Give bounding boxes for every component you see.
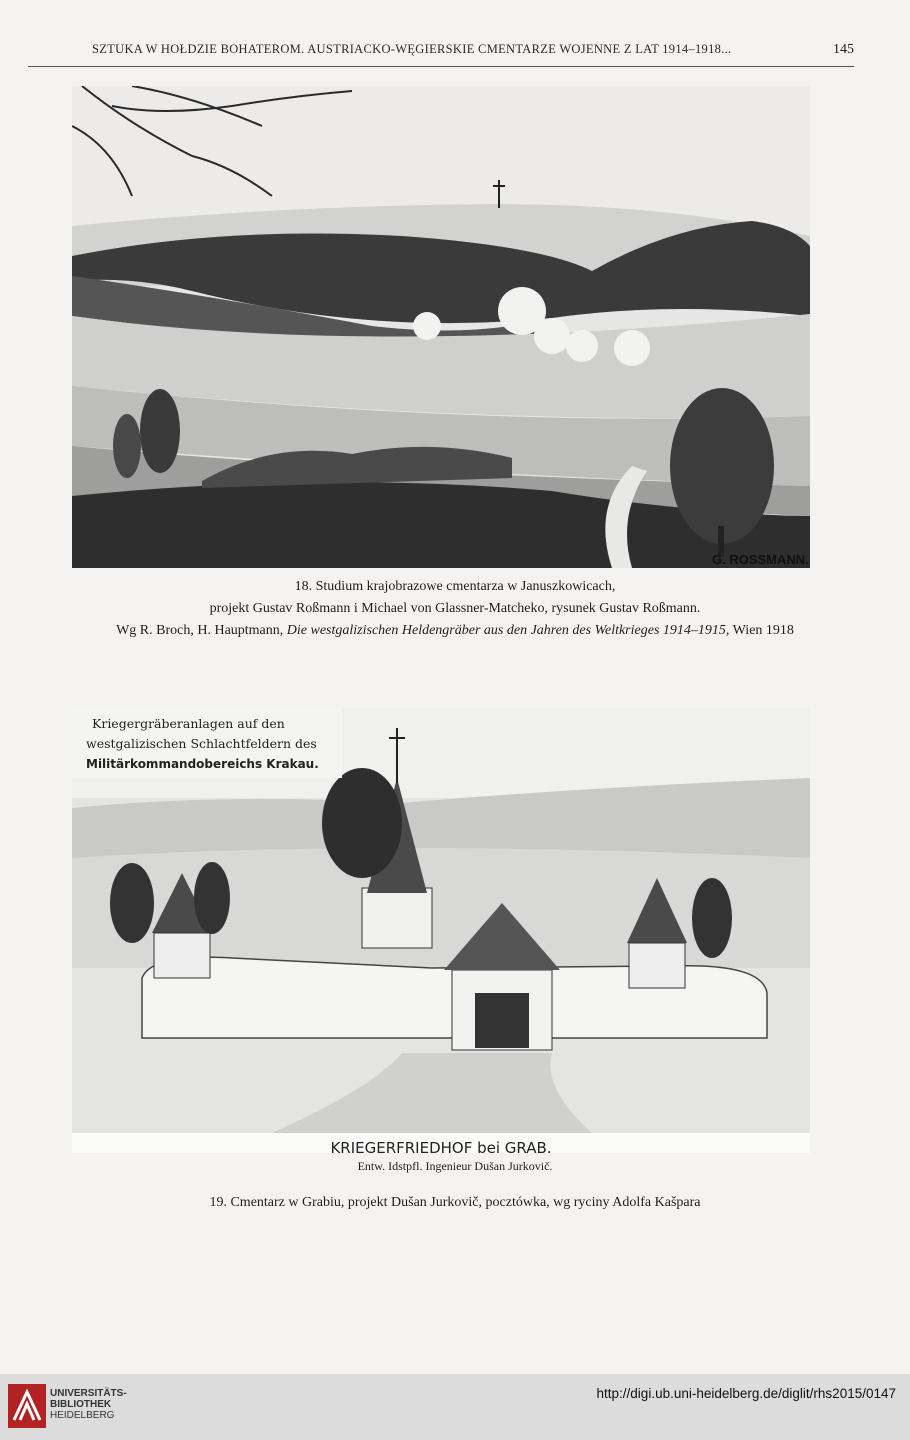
figure-18-caption-line-3 bbox=[0, 621, 910, 640]
page-number: 145 bbox=[833, 42, 854, 57]
postcard-title: KRIEGERFRIEDHOF bei GRAB. bbox=[330, 1139, 552, 1153]
library-name-line-1: UNIVERSITÄTS- bbox=[50, 1388, 127, 1399]
figure-19-caption: 19. Cmentarz w Grabiu, projekt Dušan Jurkovič, pocztówka, wg ryciny Adolfa Kašpara bbox=[209, 1195, 701, 1210]
postcard-subtitle: Entw. Idstpfl. Ingenieur Dušan Jurkovič. bbox=[357, 1159, 553, 1173]
running-head: SZTUKA W HOŁDZIE BOHATEROM. AUSTRIACKO-WĘGIERSKIE CMENTARZE WOJENNE Z LAT 1914–1918... bbox=[92, 42, 732, 56]
caption-source-prefix: Wg R. Broch, H. Hauptmann, bbox=[116, 623, 287, 638]
university-library-logo-icon bbox=[8, 1384, 46, 1428]
figure-18-caption-line-1: 18. Studium krajobrazowe cmentarza w Januszkowicach, bbox=[294, 579, 616, 594]
postcard-header-line-3: Militärkommandobereichs Krakau. bbox=[86, 757, 319, 771]
figure-19-postcard bbox=[72, 708, 810, 1153]
library-footer bbox=[0, 1374, 910, 1440]
landscape-illustration bbox=[72, 86, 810, 568]
library-name-line-3: HEIDELBERG bbox=[50, 1410, 115, 1421]
postcard-header-line-1: Kriegergräberanlagen auf den bbox=[92, 716, 285, 731]
caption-source-title: Die westgalizischen Heldengräber aus den Jahren des Weltkrieges 1914–1915 bbox=[286, 623, 726, 638]
cemetery-illustration bbox=[72, 708, 810, 1153]
figure-18-landscape-drawing bbox=[72, 86, 810, 568]
caption-source-suffix: , Wien 1918 bbox=[725, 623, 794, 638]
library-name-line-2: BIBLIOTHEK bbox=[50, 1399, 112, 1410]
page-header bbox=[28, 38, 854, 67]
source-url-link[interactable]: http://digi.ub.uni-heidelberg.de/diglit/rhs2015/0147 bbox=[596, 1386, 896, 1401]
library-name bbox=[50, 1388, 127, 1421]
figure-18-caption-line-2: projekt Gustav Roßmann i Michael von Glassner-Matcheko, rysunek Gustav Roßmann. bbox=[209, 601, 701, 616]
postcard-header-line-2: westgalizischen Schlachtfeldern des bbox=[86, 736, 317, 751]
artist-signature: G. ROSSMANN. bbox=[712, 552, 809, 567]
